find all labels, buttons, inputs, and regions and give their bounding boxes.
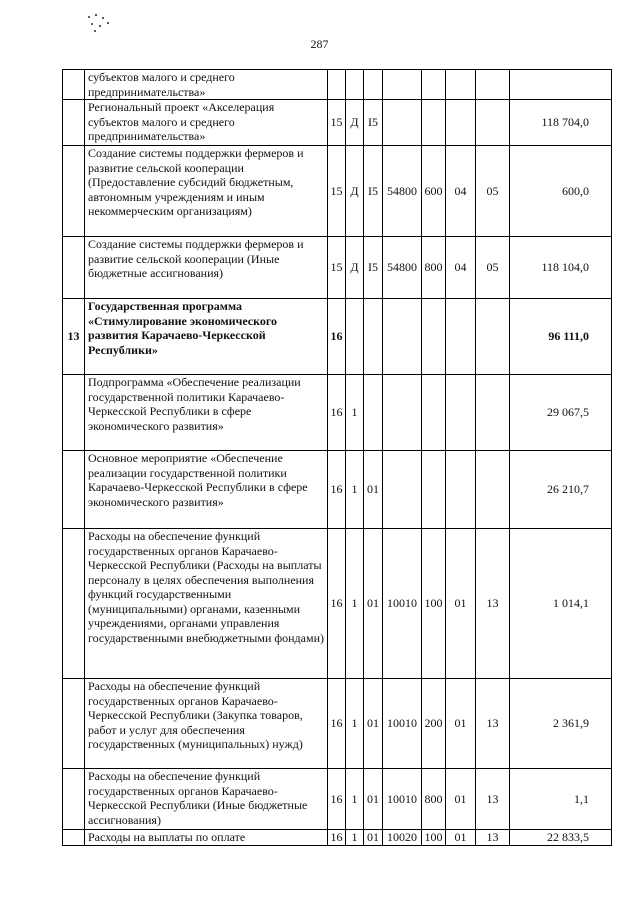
table-row: [63, 299, 612, 375]
code-cell: [364, 70, 383, 100]
budget-table: [62, 69, 612, 846]
code-cell: 01: [364, 769, 383, 830]
row-number: [63, 375, 85, 451]
code-cell: [446, 375, 476, 451]
row-name: Расходы на обеспечение функций государственных органов Карачаево-Черкесской Республики (Иные бюджетные ассигнования): [85, 769, 328, 830]
code-cell: [446, 100, 476, 146]
amount-cell: 2 361,9: [510, 679, 612, 769]
table-row: [63, 830, 612, 846]
code-cell: 16: [328, 679, 346, 769]
code-cell: Д: [346, 146, 364, 237]
code-cell: 04: [446, 146, 476, 237]
row-name: Создание системы поддержки фермеров и развитие сельской кооперации (Предоставление субсидий бюджетным, автономным учреждениям и иным некоммерческим организациям): [85, 146, 328, 237]
code-cell: [383, 375, 422, 451]
code-cell: [422, 70, 446, 100]
row-number: 13: [63, 299, 85, 375]
code-cell: 13: [476, 830, 510, 846]
code-cell: 1: [346, 529, 364, 679]
code-cell: Д: [346, 100, 364, 146]
code-cell: 16: [328, 375, 346, 451]
code-cell: [346, 70, 364, 100]
row-number: [63, 451, 85, 529]
amount-cell: [510, 70, 612, 100]
table-row: [63, 679, 612, 769]
code-cell: 16: [328, 769, 346, 830]
code-cell: 1: [346, 830, 364, 846]
code-cell: [328, 70, 346, 100]
amount-cell: 1,1: [510, 769, 612, 830]
row-name: Региональный проект «Акселерация субъектов малого и среднего предпринимательства»: [85, 100, 328, 146]
code-cell: 01: [364, 830, 383, 846]
code-cell: 01: [364, 529, 383, 679]
row-number: [63, 679, 85, 769]
code-cell: 16: [328, 830, 346, 846]
amount-cell: 96 111,0: [510, 299, 612, 375]
row-name: Расходы на выплаты по оплате: [85, 830, 328, 846]
code-cell: [364, 375, 383, 451]
row-number: [63, 769, 85, 830]
code-cell: [364, 299, 383, 375]
table-row: [63, 769, 612, 830]
scan-specks: [86, 12, 116, 34]
code-cell: 10010: [383, 769, 422, 830]
code-cell: 01: [446, 830, 476, 846]
row-name: Создание системы поддержки фермеров и развитие сельской кооперации (Иные бюджетные ассигнования): [85, 237, 328, 299]
table-row: [63, 146, 612, 237]
amount-cell: 600,0: [510, 146, 612, 237]
code-cell: 13: [476, 529, 510, 679]
row-number: [63, 830, 85, 846]
code-cell: 01: [446, 529, 476, 679]
code-cell: 04: [446, 237, 476, 299]
amount-cell: 118 704,0: [510, 100, 612, 146]
code-cell: 16: [328, 451, 346, 529]
code-cell: [446, 299, 476, 375]
code-cell: [422, 299, 446, 375]
code-cell: 16: [328, 299, 346, 375]
table-row: [63, 375, 612, 451]
code-cell: 800: [422, 769, 446, 830]
code-cell: 01: [446, 679, 476, 769]
code-cell: 01: [364, 451, 383, 529]
row-name: Расходы на обеспечение функций государственных органов Карачаево-Черкесской Республики (Расходы на выплаты персоналу в целях обеспечения выполнения функций государственными (муниципальными) органами, казенными учреждениями, органами управления государственными внебюджетными фондами): [85, 529, 328, 679]
code-cell: [476, 299, 510, 375]
page-number: 287: [310, 37, 329, 51]
row-name: Расходы на обеспечение функций государственных органов Карачаево-Черкесской Республики (Закупка товаров, работ и услуг для обеспечения государственных (муниципальных) нужд): [85, 679, 328, 769]
code-cell: 05: [476, 146, 510, 237]
code-cell: [476, 70, 510, 100]
code-cell: 16: [328, 529, 346, 679]
amount-cell: 118 104,0: [510, 237, 612, 299]
code-cell: Д: [346, 237, 364, 299]
code-cell: 13: [476, 769, 510, 830]
code-cell: 10010: [383, 679, 422, 769]
code-cell: [383, 299, 422, 375]
code-cell: 600: [422, 146, 446, 237]
code-cell: 1: [346, 679, 364, 769]
code-cell: [422, 100, 446, 146]
amount-cell: 29 067,5: [510, 375, 612, 451]
code-cell: 100: [422, 830, 446, 846]
row-number: [63, 237, 85, 299]
amount-cell: 22 833,5: [510, 830, 612, 846]
code-cell: [383, 451, 422, 529]
code-cell: [346, 299, 364, 375]
table-row: [63, 237, 612, 299]
code-cell: 10020: [383, 830, 422, 846]
amount-cell: 26 210,7: [510, 451, 612, 529]
row-name: Государственная программа «Стимулирование экономического развития Карачаево-Черкесской Республики»: [85, 299, 328, 375]
code-cell: I5: [364, 237, 383, 299]
table-row: [63, 529, 612, 679]
code-cell: [422, 375, 446, 451]
code-cell: [446, 70, 476, 100]
code-cell: 10010: [383, 529, 422, 679]
table-row: [63, 100, 612, 146]
code-cell: 100: [422, 529, 446, 679]
code-cell: 54800: [383, 237, 422, 299]
code-cell: 05: [476, 237, 510, 299]
code-cell: 200: [422, 679, 446, 769]
code-cell: [476, 375, 510, 451]
code-cell: 01: [364, 679, 383, 769]
code-cell: 15: [328, 146, 346, 237]
code-cell: 1: [346, 375, 364, 451]
row-name: субъектов малого и среднего предпринимательства»: [85, 70, 328, 100]
code-cell: I5: [364, 100, 383, 146]
row-number: [63, 100, 85, 146]
table-row: [63, 70, 612, 100]
code-cell: [476, 451, 510, 529]
code-cell: 13: [476, 679, 510, 769]
table-row: [63, 451, 612, 529]
row-name: Подпрограмма «Обеспечение реализации государственной политики Карачаево-Черкесской Республики в сфере экономического развития»: [85, 375, 328, 451]
code-cell: [383, 100, 422, 146]
code-cell: [383, 70, 422, 100]
code-cell: 15: [328, 237, 346, 299]
row-number: [63, 529, 85, 679]
code-cell: [446, 451, 476, 529]
row-number: [63, 70, 85, 100]
code-cell: 1: [346, 451, 364, 529]
code-cell: [476, 100, 510, 146]
code-cell: 54800: [383, 146, 422, 237]
code-cell: 1: [346, 769, 364, 830]
code-cell: [422, 451, 446, 529]
code-cell: 15: [328, 100, 346, 146]
row-name: Основное мероприятие «Обеспечение реализации государственной политики Карачаево-Черкесской Республики в сфере экономического развития»: [85, 451, 328, 529]
amount-cell: 1 014,1: [510, 529, 612, 679]
code-cell: 800: [422, 237, 446, 299]
code-cell: I5: [364, 146, 383, 237]
row-number: [63, 146, 85, 237]
code-cell: 01: [446, 769, 476, 830]
